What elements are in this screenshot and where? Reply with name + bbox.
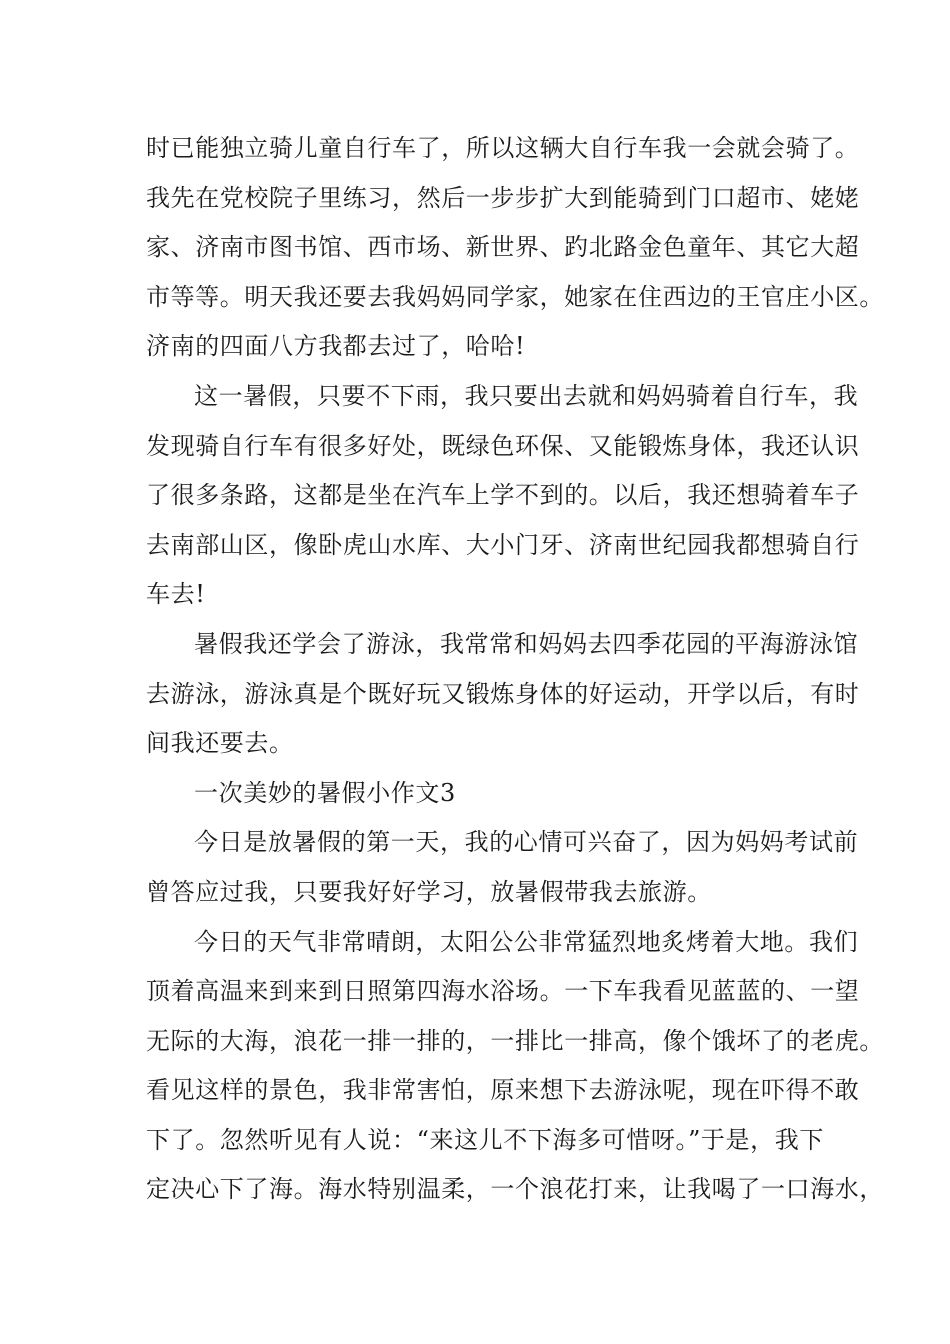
text-line: 去南部山区，像卧虎山水库、大小门牙、济南世纪园我都想骑自行 — [146, 530, 860, 559]
text-line: 家、济南市图书馆、西市场、新世界、趵北路金色童年、其它大超 — [146, 233, 860, 262]
text-line: 无际的大海，浪花一排一排的，一排比一排高，像个饿坏了的老虎。 — [146, 1026, 884, 1055]
text-line: 曾答应过我，只要我好好学习，放暑假带我去旅游。 — [146, 877, 712, 906]
text-line: 济南的四面八方我都去过了，哈哈! — [146, 332, 526, 361]
text-line: 这一暑假，只要不下雨，我只要出去就和妈妈骑着自行车，我 — [194, 381, 859, 410]
text-line: 我先在党校院子里练习，然后一步步扩大到能骑到门口超市、姥姥 — [146, 183, 860, 212]
text-line: 车去! — [146, 580, 206, 609]
document-body — [146, 124, 884, 1215]
text-line: 看见这样的景色，我非常害怕，原来想下去游泳呢，现在吓得不敢 — [146, 1076, 860, 1105]
text-line: 一次美妙的暑假小作文3 — [194, 778, 456, 807]
text-line: 时已能独立骑儿童自行车了，所以这辆大自行车我一会就会骑了。 — [146, 134, 860, 162]
text-line: 今日是放暑假的第一天，我的心情可兴奋了，因为妈妈考试前 — [194, 828, 859, 857]
text-line: 了很多条路，这都是坐在汽车上学不到的。以后，我还想骑着车子 — [146, 481, 860, 510]
text-line: 暑假我还学会了游泳，我常常和妈妈去四季花园的平海游泳馆 — [194, 629, 859, 658]
text-line: 下了。忽然听见有人说：“来这儿不下海多可惜呀。”于是，我下 — [146, 1125, 824, 1154]
text-line: 发现骑自行车有很多好处，既绿色环保、又能锻炼身体，我还认识 — [146, 431, 860, 460]
text-line: 今日的天气非常晴朗，太阳公公非常猛烈地炙烤着大地。我们 — [194, 927, 859, 956]
text-line: 间我还要去。 — [146, 729, 294, 758]
text-line: 定决心下了海。海水特别温柔，一个浪花打来，让我喝了一口海水， — [146, 1175, 884, 1204]
text-line: 市等等。明天我还要去我妈妈同学家，她家在住西边的王官庄小区。 — [146, 282, 884, 311]
text-line: 顶着高温来到来到日照第四海水浴场。一下车我看见蓝蓝的、一望 — [146, 977, 860, 1006]
text-line: 去游泳，游泳真是个既好玩又锻炼身体的好运动，开学以后，有时 — [146, 679, 860, 708]
